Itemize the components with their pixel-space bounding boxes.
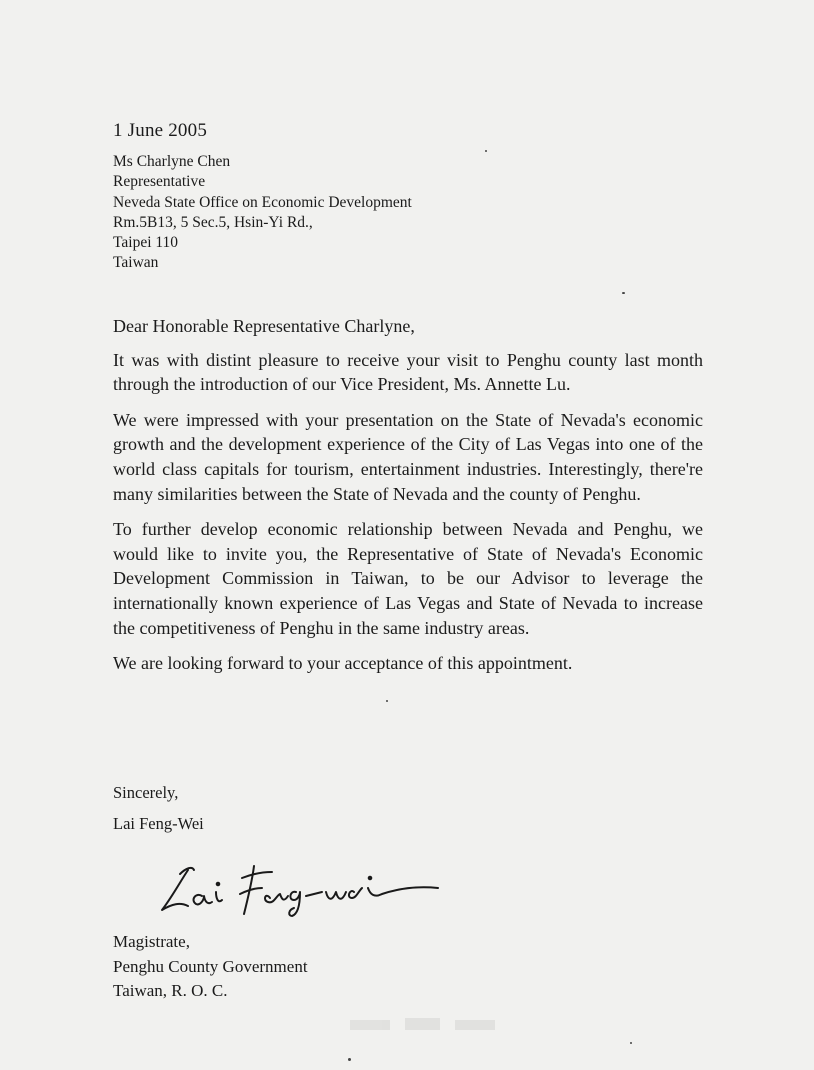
scan-speck — [630, 1042, 632, 1044]
recipient-line: Ms Charlyne Chen — [113, 153, 231, 170]
letter-body — [113, 314, 703, 687]
signer-name: Lai Feng-Wei — [113, 814, 204, 833]
body-paragraph: We were impressed with your presentation on the State of Nevada's economic growth and the development experience of the City of Las Vegas into one of the world class capitals for tourism, entertainment industries. Interestingly, there're many similarities between the State of Nevada and the county of Penghu. — [113, 409, 703, 504]
faint-stamp-mark — [350, 1018, 500, 1032]
signer-title-line: Taiwan, R. O. C. — [113, 981, 228, 1000]
body-paragraph: It was with distint pleasure to receive your visit to Penghu county last month through the introduction of our Vice President, Ms. Annette Lu. — [113, 349, 703, 395]
closing-block — [113, 780, 204, 842]
body-paragraph: To further develop economic relationship between Nevada and Penghu, we would like to invite you, the Representative of State of Nevada's Economic Development Commission in Taiwan, to be our Advisor to leverage the internationally known experience of Las Vegas and State of Nevada to increase the competitiveness of Penghu in the same industry areas. — [113, 519, 703, 638]
salutation: Dear Honorable Representative Charlyne, — [113, 316, 415, 336]
recipient-line: Taipei 110 — [113, 234, 179, 252]
signer-title-line: Penghu County Government — [113, 956, 308, 976]
closing-word: Sincerely, — [113, 783, 179, 802]
scan-speck — [622, 292, 625, 294]
scan-speck — [348, 1058, 351, 1061]
scan-speck — [386, 700, 388, 702]
signer-title-line: Magistrate, — [113, 932, 190, 951]
recipient-line: Representative — [113, 173, 206, 191]
signer-title-block — [113, 930, 308, 1004]
recipient-address — [113, 152, 412, 274]
recipient-line: Neveda State Office on Economic Development — [113, 193, 412, 211]
letter-date: 1 June 2005 — [113, 120, 208, 141]
recipient-line: Taiwan — [113, 254, 159, 272]
scan-speck — [485, 150, 487, 152]
handwritten-signature-icon — [150, 852, 450, 922]
recipient-line: Rm.5B13, 5 Sec.5, Hsin-Yi Rd., — [113, 213, 313, 231]
body-paragraph: We are looking forward to your acceptance of this appointment. — [113, 653, 573, 674]
